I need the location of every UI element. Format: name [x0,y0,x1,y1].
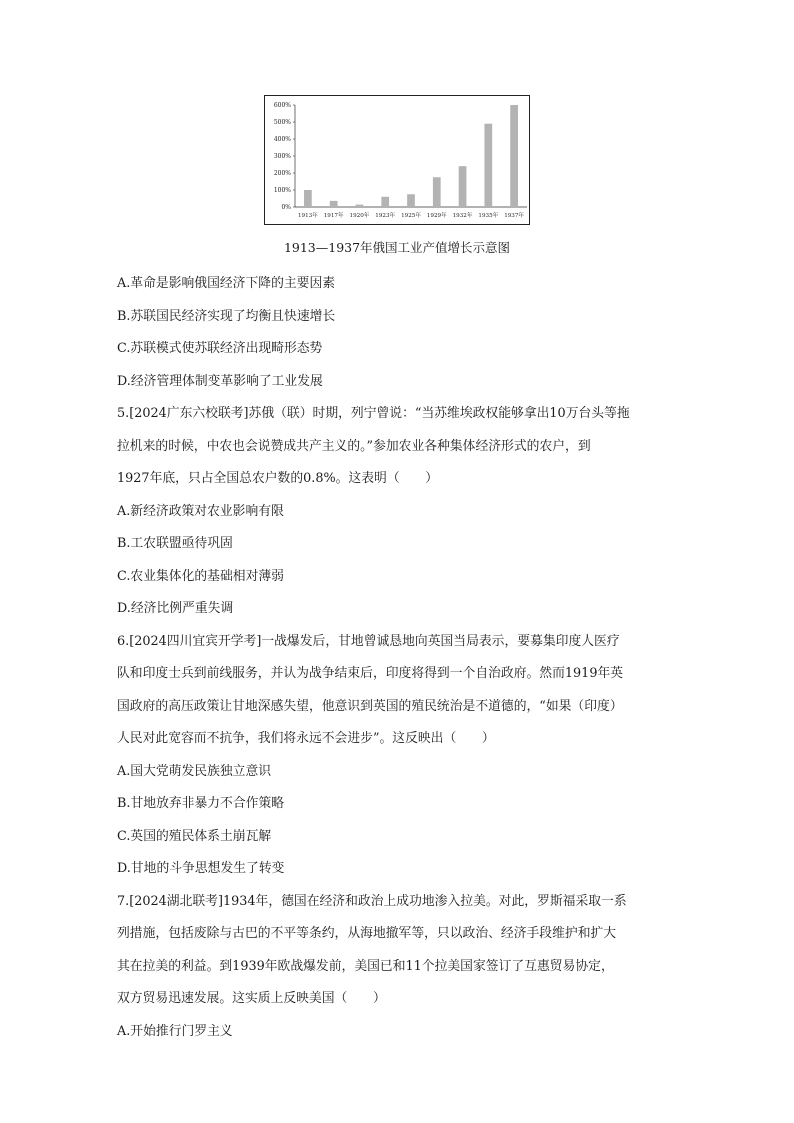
y-tick-label: 400% [273,136,291,143]
text-line: 国政府的高压政策让甘地深感失望，他意识到英国的殖民统治是不道德的，“如果（印度） [117,698,623,714]
text-line: C.农业集体化的基础相对薄弱 [117,568,284,584]
bar [510,105,518,207]
bar [484,124,492,207]
x-tick-label: 1920年 [349,213,370,219]
y-tick-label: 600% [273,102,291,109]
text-line: C.英国的殖民体系土崩瓦解 [117,828,272,844]
text-line: 双方贸易迅速发展。这实质上反映美国（ ） [117,991,386,1006]
text-line: 人民对此宽容而不抗争，我们将永远不会进步”。这反映出（ ） [117,731,495,746]
text-line: 列措施，包括废除与古巴的不平等条约，从海地撤军等，只以政治、经济手段维护和扩大 [117,926,617,941]
text-line: C.苏联模式使苏联经济出现畸形态势 [117,341,323,356]
text-line: 1927年底，只占全国总农户数的0.8%。这表明（ ） [117,471,439,486]
text-line: A.革命是影响俄国经济下降的主要因素 [117,276,336,291]
x-tick-label: 1917年 [323,213,344,219]
text-line: 7.[2024湖北联考]1934年，德国在经济和政治上成功地渗入拉美。对此，罗斯福采取一系 [117,893,627,909]
y-tick-label: 0% [281,204,291,211]
y-tick-label: 100% [273,187,291,194]
text-line: B.甘地放弃非暴力不合作策略 [117,796,285,811]
text-line: 队和印度士兵到前线服务，并认为战争结束后，印度将得到一个自治政府。然而1919年英 [117,666,624,681]
text-line: A.开始推行门罗主义 [117,1023,233,1039]
bar [407,194,415,207]
text-line: 其在拉美的利益。到1939年欧战爆发前，美国已和11个拉美国家签订了互惠贸易协定， [117,958,614,974]
question-text [117,268,687,1048]
text-line: 拉机来的时候，中农也会说赞成共产主义的。”参加农业各种集体经济形式的农户，到 [117,438,591,454]
text-line: 5.[2024广东六校联考]苏俄（联）时期，列宁曾说：“当苏维埃政权能够拿出10万台头等拖 [117,406,630,421]
text-line: B.工农联盟亟待巩固 [117,536,233,551]
x-tick-label: 1923年 [375,213,396,219]
text-line: A.国大党萌发民族独立意识 [117,763,272,779]
y-tick-label: 500% [273,119,291,126]
x-tick-label: 1925年 [401,213,421,219]
x-tick-label: 1937年 [504,213,525,219]
bar [459,166,467,207]
text-line: 6.[2024四川宜宾开学考]一战爆发后，甘地曾诚恳地向英国当局表示，要募集印度人医疗 [117,633,620,649]
text-line: A.新经济政策对农业影响有限 [117,503,284,519]
bar [433,177,441,207]
bar [330,201,338,207]
x-tick-label: 1929年 [426,213,447,219]
x-tick-label: 1913年 [297,213,318,219]
chart-caption: 1913—1937年俄国工业产值增长示意图 [283,240,511,255]
x-tick-label: 1935年 [478,213,499,219]
text-line: D.经济比例严重失调 [117,601,234,616]
y-tick-label: 200% [273,170,291,177]
text-line: D.经济管理体制变革影响了工业发展 [117,373,323,389]
bar-chart-svg [265,96,529,224]
text-line: D.甘地的斗争思想发生了转变 [117,861,285,876]
bar [356,205,364,207]
bar [381,197,389,207]
x-tick-label: 1932年 [452,213,473,219]
y-tick-label: 300% [273,153,291,160]
text-line: B.苏联国民经济实现了均衡且快速增长 [117,308,336,324]
bar [304,190,312,207]
industrial-output-chart [264,95,530,225]
